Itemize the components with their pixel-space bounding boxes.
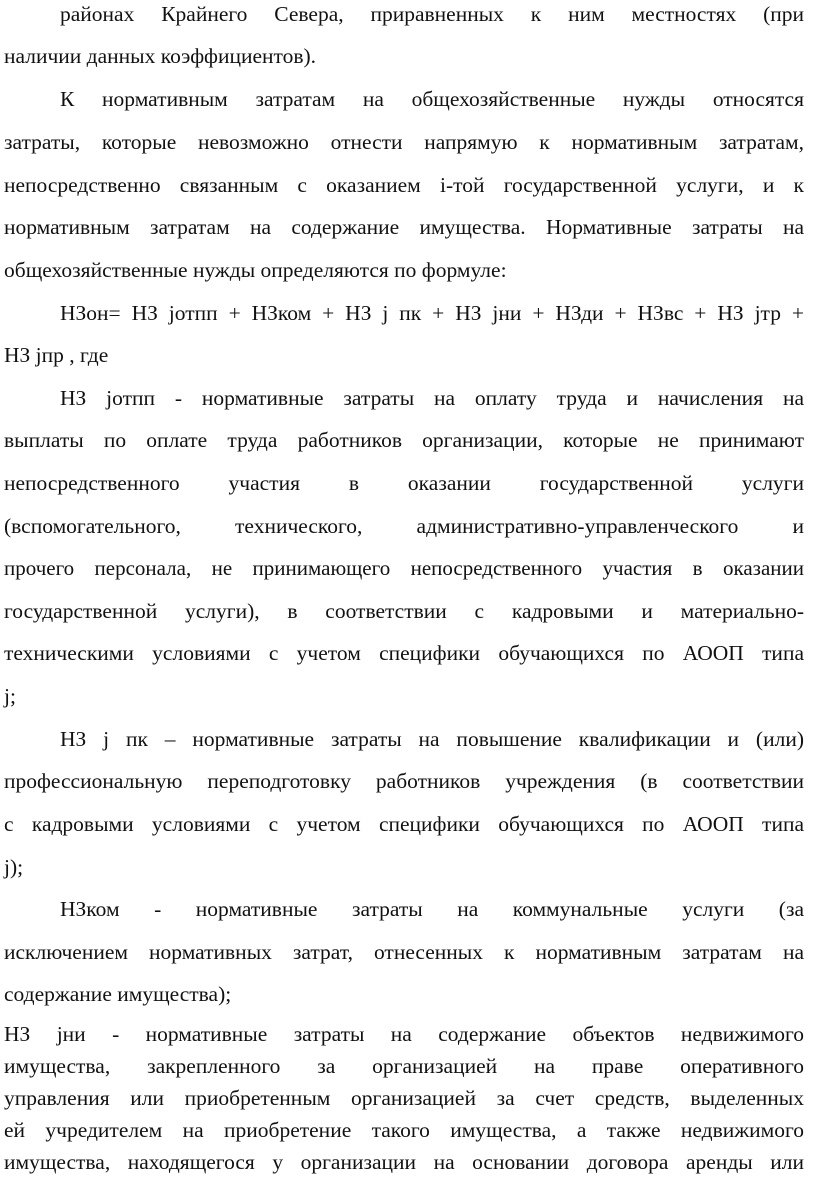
formula-line: НЗ jпр , где (4, 343, 109, 367)
text-line: имущества, закрепленного за организацией на праве оперативного (4, 1054, 804, 1078)
text-line: прочего персонала, не принимающего непосредственного участия в оказании (4, 556, 804, 580)
text-line: НЗ jотпп - нормативные затраты на оплату труда и начисления на (60, 386, 804, 410)
text-line: исключением нормативных затрат, отнесенных к нормативным затратам на (4, 940, 804, 964)
text-line: районах Крайнего Севера, приравненных к ним местностях (при (60, 2, 804, 26)
text-line: затраты, которые невозможно отнести напрямую к нормативным затратам, (4, 130, 804, 154)
text-line: техническими условиями с учетом специфики обучающихся по АООП типа (4, 641, 804, 665)
text-line: непосредственно связанным с оказанием i-той государственной услуги, и к (4, 173, 804, 197)
formula-line: НЗон= НЗ jотпп + НЗком + НЗ j пк + НЗ jни + НЗди + НЗвс + НЗ jтр + (60, 301, 804, 325)
text-line: имущества, находящегося у организации на основании договора аренды или (4, 1150, 804, 1174)
text-line: нормативным затратам на содержание имущества. Нормативные затраты на (4, 215, 804, 239)
text-line: профессиональную переподготовку работников учреждения (в соответствии (4, 769, 804, 793)
text-line: непосредственного участия в оказании государственной услуги (4, 471, 804, 495)
text-line: с кадровыми условиями с учетом специфики обучающихся по АООП типа (4, 812, 804, 836)
text-line: выплаты по оплате труда работников организации, которые не принимают (4, 428, 804, 452)
text-line: управления или приобретенным организацией за счет средств, выделенных (4, 1086, 804, 1110)
text-line: НЗ jни - нормативные затраты на содержание объектов недвижимого (4, 1022, 804, 1046)
text-line: общехозяйственные нужды определяются по формуле: (4, 258, 507, 282)
text-line: (вспомогательного, технического, административно-управленческого и (4, 514, 804, 538)
text-line: наличии данных коэффициентов). (4, 44, 317, 68)
text-line: НЗ j пк – нормативные затраты на повышение квалификации и (или) (60, 727, 804, 751)
text-line: j); (4, 855, 24, 879)
text-line: НЗком - нормативные затраты на коммунальные услуги (за (60, 897, 804, 921)
text-line: ей учредителем на приобретение такого имущества, а также недвижимого (4, 1118, 804, 1142)
text-line: содержание имущества); (4, 982, 232, 1006)
text-line: j; (4, 684, 16, 708)
text-line: государственной услуги), в соответствии с кадровыми и материально- (4, 599, 804, 623)
text-line: К нормативным затратам на общехозяйственные нужды относятся (60, 87, 804, 111)
